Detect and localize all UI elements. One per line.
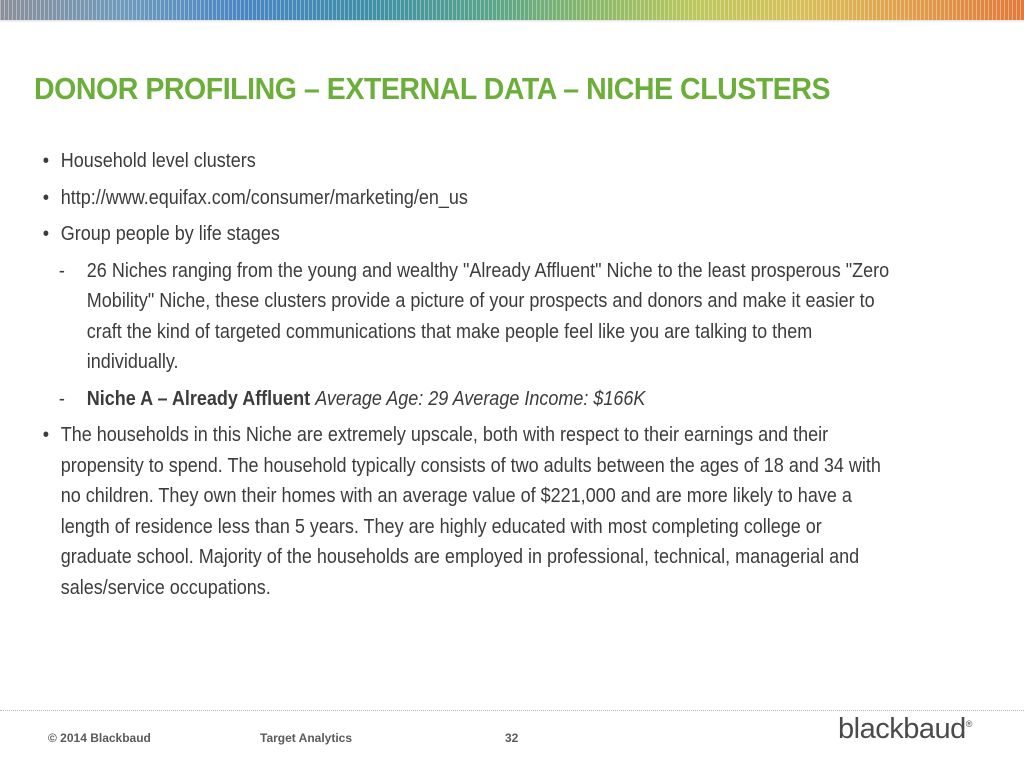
dash-marker: - [58,387,65,410]
footer-page-number: 32 [505,731,519,745]
footer-section: Target Analytics [260,731,353,745]
sub-bullet-text: 26 Niches ranging from the young and wealthy "Already Affluent" Niche to the least prosperous "Zero Mobility" Niche, these clusters provide a picture of your prospects and donors and make it easier to craft the kind of targeted communications that make people feel like you are talking to them individually. [86,259,890,373]
niche-description: The households in this Niche are extremely upscale, both with respect to their earnings and their propensity to spend. The household typically consists of two adults between the ages of 18 and 34 with no children. They own their homes with an average value of $221,000 and are more likely to have a length of residence less than 5 years. They are highly educated with most completing college or graduate school. Majority of the households are employed in professional, technical, managerial and sales/service occupations. [60,424,881,599]
band-shadow [0,20,1024,23]
blackbaud-logo [838,713,972,746]
bullet-marker: • [42,150,50,172]
footer-copyright: © 2014 Blackbaud [48,731,151,745]
bullet-item [40,183,895,214]
slide-title: DONOR PROFILING – EXTERNAL DATA – NICHE CLUSTERS [34,71,831,106]
niche-stats: Average Age: 29 Average Income: $166K [315,387,646,410]
logo-text: blackbaud [838,713,966,745]
registered-mark: ® [965,719,972,729]
bullet-marker: • [42,186,50,209]
bullet-link-text: http://www.equifax.com/consumer/marketing/en_us [60,186,468,209]
niche-name: Niche A – Already Affluent [86,387,311,410]
bullet-item [40,146,895,177]
dash-marker: - [58,259,65,282]
sub-bullet-item [40,256,895,378]
bullet-marker: • [42,223,50,245]
slide-body [40,146,895,609]
bullet-text: Group people by life stages [60,223,280,245]
bullet-item [40,420,895,603]
decorative-color-band [0,0,1024,20]
bullet-marker: • [42,424,50,446]
bullet-text: Household level clusters [60,150,256,172]
sub-bullet-item [40,384,895,415]
bullet-item [40,219,895,250]
footer-divider [0,710,1024,711]
